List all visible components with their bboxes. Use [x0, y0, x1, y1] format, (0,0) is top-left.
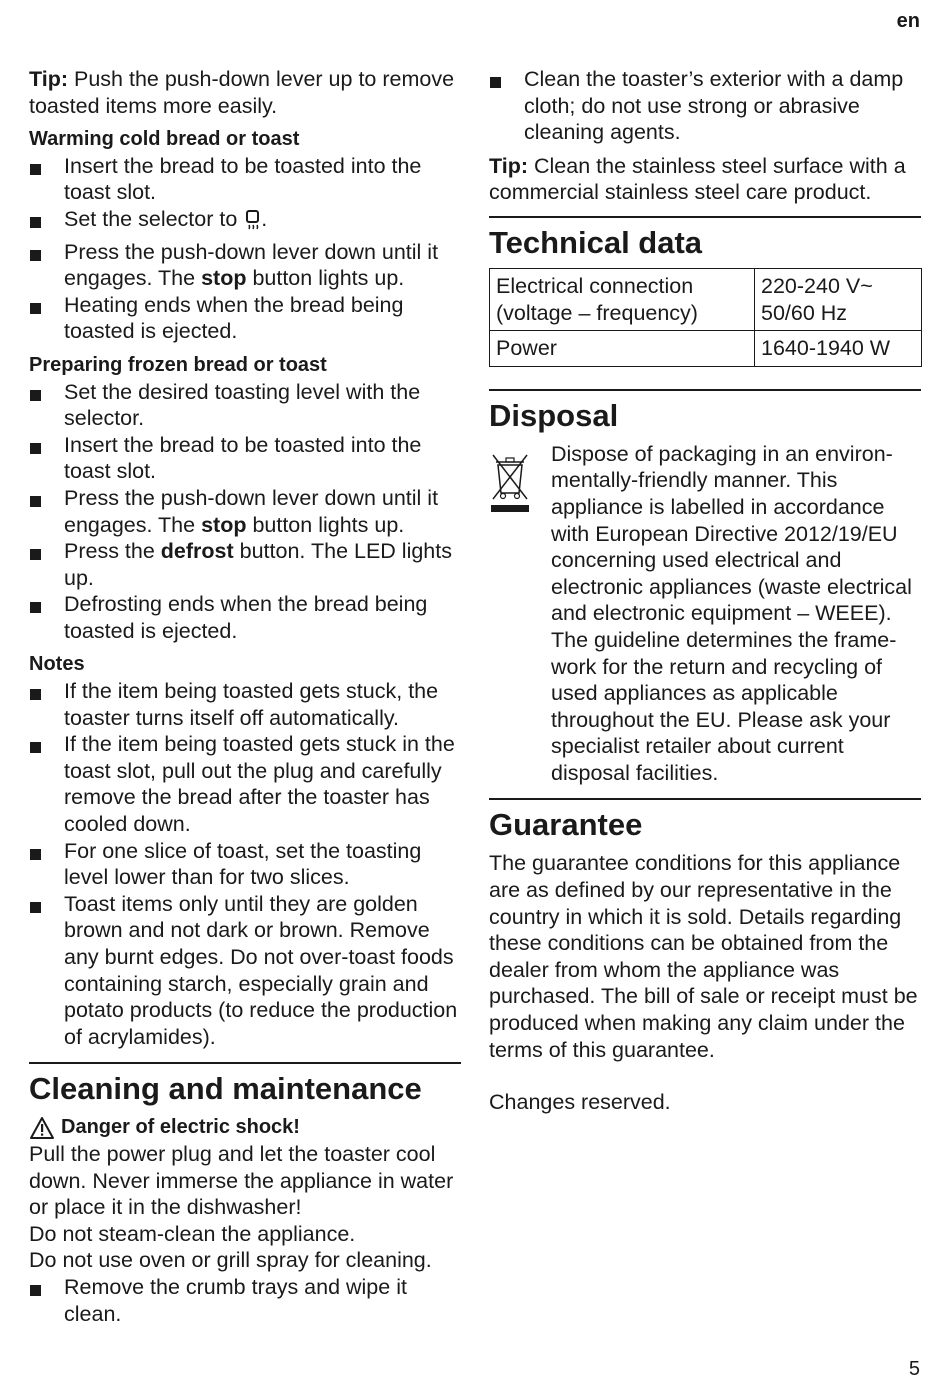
warming-list	[29, 153, 461, 345]
list-item: Press the defrost button. The LED lights up.	[29, 538, 461, 591]
table-row	[490, 331, 922, 367]
list-item: Toast items only until they are golden brown and not dark or brown. Remove any burnt edges. Do not over-toast foods containing starch, especially grain and potato products (to reduce the production of acrylamides).	[29, 891, 461, 1051]
changes-reserved: Changes reserved.	[489, 1090, 671, 1115]
warming-symbol-icon	[245, 210, 261, 239]
list-item: Press the push-down lever down until it engages. The stop button lights up.	[29, 239, 461, 292]
disposal-block	[489, 441, 921, 787]
section-divider	[29, 1062, 461, 1064]
list-item: Clean the toaster’s exterior with a damp cloth; do not use strong or abrasive cleaning agents.	[489, 66, 921, 146]
section-divider	[489, 798, 921, 800]
page-number: 5	[908, 1358, 920, 1381]
technical-table	[489, 268, 922, 367]
disposal-text: Dispose of packaging in an environmentally-friendly manner. This appliance is labelled in accordance with European Directive 2012/19/EU concerning used electrical and electronic appliances (waste electrical and electronic equipment – WEEE). The guideline determines the framework for the return and recycling of used appliances as applicable throughout the EU. Please ask your specialist retailer about current disposal facilities.	[551, 441, 912, 785]
cleaning-list-continued	[489, 66, 921, 146]
cleaning-list	[29, 1274, 461, 1327]
danger-warning: Danger of electric shock!	[29, 1114, 461, 1141]
list-item: Insert the bread to be toasted into the toast slot.	[29, 432, 461, 485]
frozen-list	[29, 379, 461, 645]
tip-stainless: Tip: Clean the stainless steel surface with a commercial stainless steel care product.	[489, 153, 906, 205]
section-divider	[489, 216, 921, 218]
tip-push-lever: Tip: Push the push-down lever up to remove toasted items more easily.	[29, 67, 455, 118]
list-item: For one slice of toast, set the toasting level lower than for two slices.	[29, 838, 461, 891]
notes-list	[29, 678, 461, 1050]
weee-bin-icon	[489, 441, 551, 787]
table-cell: Electrical connection (voltage – frequency)	[490, 268, 755, 330]
right-column	[489, 66, 921, 1116]
list-item: If the item being toasted gets stuck in the toast slot, pull out the plug and carefully remove the bread after the toaster has cooled down.	[29, 731, 461, 837]
disposal-heading: Disposal	[489, 397, 619, 433]
cleaning-text: Do not steam-clean the appliance.	[29, 1221, 356, 1246]
left-column	[29, 66, 461, 1327]
table-cell: 1640-1940 W	[755, 331, 922, 367]
language-code: en	[896, 10, 920, 32]
guarantee-text: The guarantee conditions for this appliance are as defined by our representative in the country in which it is sold. Details regarding these conditions can be obtained from the dealer from whom the appliance was purchased. The bill of sale or receipt must be produced when making any claim under the terms of this guarantee.	[489, 851, 918, 1062]
list-item: Insert the bread to be toasted into the toast slot.	[29, 153, 461, 206]
frozen-heading: Preparing frozen bread or toast	[29, 353, 327, 376]
list-item: If the item being toasted gets stuck, the toaster turns itself off automatically.	[29, 678, 461, 731]
table-cell: 220-240 V~ 50/60 Hz	[755, 268, 922, 330]
technical-heading: Technical data	[489, 224, 703, 260]
cleaning-text: Pull the power plug and let the toaster cool down. Never immerse the appliance in water or place it in the dishwasher!	[29, 1141, 454, 1220]
list-item: Defrosting ends when the bread being toasted is ejected.	[29, 591, 461, 644]
list-item: Set the desired toasting level with the selector.	[29, 379, 461, 432]
warming-heading: Warming cold bread or toast	[29, 128, 300, 151]
list-item: Remove the crumb trays and wipe it clean.	[29, 1274, 461, 1327]
list-item: Set the selector to .	[29, 206, 461, 239]
table-cell: Power	[490, 331, 755, 367]
notes-heading: Notes	[29, 653, 85, 676]
list-item: Heating ends when the bread being toasted is ejected.	[29, 292, 461, 345]
guarantee-heading: Guarantee	[489, 807, 643, 843]
list-item: Press the push-down lever down until it engages. The stop button lights up.	[29, 485, 461, 538]
warning-triangle-icon	[29, 1116, 55, 1140]
cleaning-heading: Cleaning and maintenance	[29, 1071, 422, 1107]
section-divider	[489, 389, 921, 391]
table-row	[490, 268, 922, 330]
cleaning-text: Do not use oven or grill spray for cleaning.	[29, 1248, 432, 1273]
spacer	[489, 1063, 921, 1089]
